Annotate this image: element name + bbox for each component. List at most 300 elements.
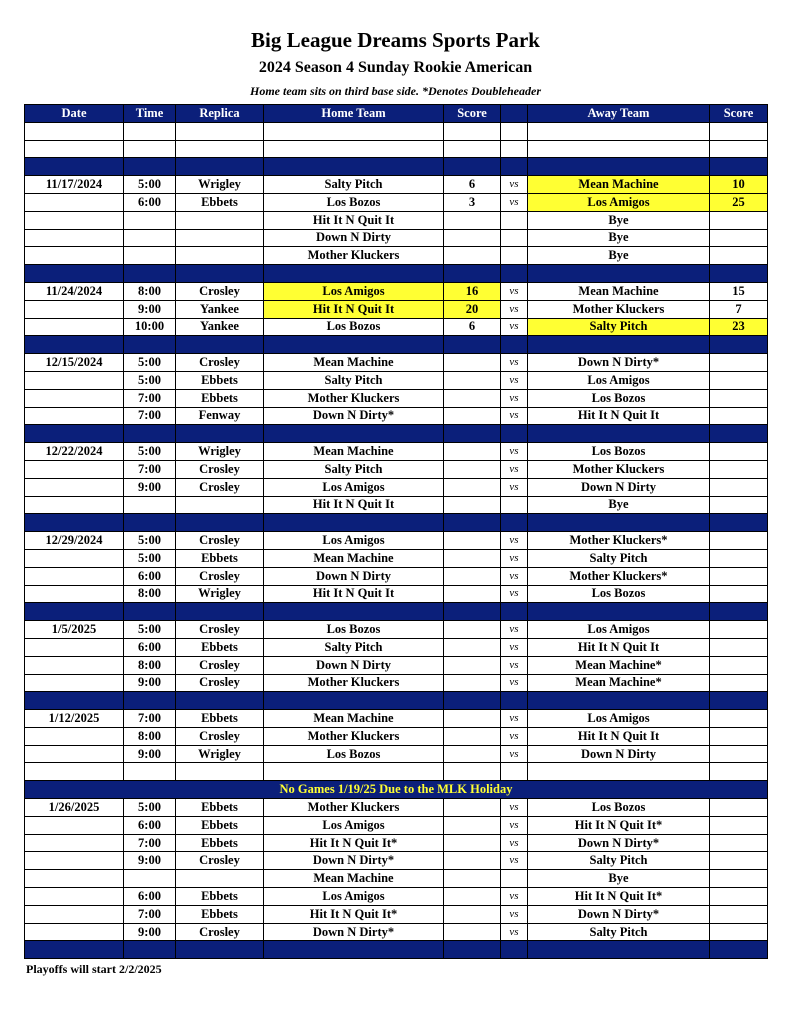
separator-cell [444, 692, 501, 710]
schedule-body [25, 122, 768, 958]
cell-away-team: Down N Dirty* [528, 354, 710, 372]
cell-away-score [710, 710, 768, 728]
blank-cell [264, 122, 444, 140]
cell-away-team: Bye [528, 496, 710, 514]
cell-away-score [710, 478, 768, 496]
cell-home-score [444, 354, 501, 372]
cell-away-score: 7 [710, 300, 768, 318]
cell-away-team: Salty Pitch [528, 852, 710, 870]
blank-cell [176, 122, 264, 140]
cell-replica: Crosley [176, 852, 264, 870]
cell-home-team: Mean Machine [264, 710, 444, 728]
game-row [25, 532, 768, 550]
cell-replica [176, 496, 264, 514]
cell-time [124, 496, 176, 514]
separator-cell [444, 425, 501, 443]
cell-date [25, 371, 124, 389]
cell-vs: vs [501, 905, 528, 923]
cell-vs: vs [501, 710, 528, 728]
cell-vs: vs [501, 816, 528, 834]
cell-away-score [710, 567, 768, 585]
cell-home-score [444, 567, 501, 585]
blank-cell [264, 763, 444, 781]
separator-cell [264, 336, 444, 354]
cell-home-score [444, 834, 501, 852]
cell-home-team: Hit It N Quit It* [264, 834, 444, 852]
cell-replica: Crosley [176, 532, 264, 550]
cell-date [25, 816, 124, 834]
cell-away-score [710, 905, 768, 923]
cell-home-team: Los Amigos [264, 816, 444, 834]
col-header-away-score: Score [710, 105, 768, 123]
cell-home-team: Salty Pitch [264, 176, 444, 194]
cell-replica: Ebbets [176, 710, 264, 728]
cell-home-team: Los Bozos [264, 193, 444, 211]
blank-cell [264, 140, 444, 158]
cell-away-team: Mean Machine* [528, 674, 710, 692]
game-row [25, 745, 768, 763]
separator-row [25, 692, 768, 710]
cell-date: 12/29/2024 [25, 532, 124, 550]
cell-away-team: Bye [528, 870, 710, 888]
cell-home-team: Mother Kluckers [264, 674, 444, 692]
separator-cell [501, 514, 528, 532]
game-row [25, 799, 768, 817]
cell-date [25, 247, 124, 265]
cell-vs [501, 247, 528, 265]
separator-cell [444, 941, 501, 959]
header-row [25, 105, 768, 123]
cell-replica [176, 870, 264, 888]
cell-vs: vs [501, 549, 528, 567]
cell-home-score [444, 478, 501, 496]
separator-cell [444, 514, 501, 532]
cell-date [25, 318, 124, 336]
cell-home-score [444, 460, 501, 478]
cell-away-score [710, 407, 768, 425]
cell-away-score [710, 443, 768, 461]
cell-replica: Ebbets [176, 834, 264, 852]
cell-vs: vs [501, 193, 528, 211]
cell-replica: Crosley [176, 674, 264, 692]
separator-cell [124, 336, 176, 354]
cell-away-team: Hit It N Quit It* [528, 816, 710, 834]
cell-home-score [444, 710, 501, 728]
separator-cell [176, 425, 264, 443]
blank-cell [501, 140, 528, 158]
separator-cell [264, 425, 444, 443]
cell-date [25, 496, 124, 514]
cell-vs: vs [501, 923, 528, 941]
game-row [25, 585, 768, 603]
cell-away-score [710, 532, 768, 550]
cell-date: 1/5/2025 [25, 621, 124, 639]
separator-cell [444, 603, 501, 621]
col-header-replica: Replica [176, 105, 264, 123]
blank-cell [124, 763, 176, 781]
separator-cell [25, 158, 124, 176]
cell-vs: vs [501, 727, 528, 745]
cell-date [25, 300, 124, 318]
cell-time: 7:00 [124, 460, 176, 478]
game-row [25, 211, 768, 229]
cell-away-team: Down N Dirty [528, 478, 710, 496]
separator-row [25, 941, 768, 959]
cell-replica: Wrigley [176, 585, 264, 603]
separator-row [25, 514, 768, 532]
cell-time: 6:00 [124, 567, 176, 585]
cell-vs: vs [501, 656, 528, 674]
separator-cell [444, 336, 501, 354]
cell-away-team: Hit It N Quit It [528, 407, 710, 425]
cell-time: 9:00 [124, 478, 176, 496]
cell-replica: Crosley [176, 656, 264, 674]
cell-away-score [710, 745, 768, 763]
cell-vs: vs [501, 318, 528, 336]
cell-replica: Crosley [176, 460, 264, 478]
cell-home-score [444, 407, 501, 425]
cell-home-team: Los Bozos [264, 621, 444, 639]
cell-away-score: 25 [710, 193, 768, 211]
separator-cell [501, 692, 528, 710]
separator-cell [25, 265, 124, 283]
cell-vs: vs [501, 282, 528, 300]
game-row [25, 816, 768, 834]
game-row [25, 870, 768, 888]
cell-date [25, 834, 124, 852]
cell-away-score [710, 389, 768, 407]
cell-away-score [710, 816, 768, 834]
cell-replica: Crosley [176, 621, 264, 639]
col-header-home-score: Score [444, 105, 501, 123]
cell-time: 5:00 [124, 799, 176, 817]
cell-date [25, 870, 124, 888]
cell-vs: vs [501, 621, 528, 639]
cell-vs: vs [501, 638, 528, 656]
separator-cell [25, 425, 124, 443]
cell-replica [176, 247, 264, 265]
blank-cell [528, 122, 710, 140]
holiday-note-row [25, 781, 768, 799]
cell-away-score [710, 638, 768, 656]
cell-time: 5:00 [124, 532, 176, 550]
separator-row [25, 425, 768, 443]
cell-away-score [710, 888, 768, 906]
separator-cell [264, 603, 444, 621]
cell-home-score [444, 211, 501, 229]
cell-home-team: Hit It N Quit It [264, 300, 444, 318]
cell-vs: vs [501, 371, 528, 389]
cell-away-score [710, 585, 768, 603]
game-row [25, 389, 768, 407]
cell-replica: Crosley [176, 478, 264, 496]
cell-replica: Ebbets [176, 905, 264, 923]
cell-away-team: Los Bozos [528, 585, 710, 603]
separator-cell [528, 941, 710, 959]
cell-home-score: 6 [444, 318, 501, 336]
cell-away-team: Salty Pitch [528, 549, 710, 567]
separator-cell [528, 514, 710, 532]
cell-time: 9:00 [124, 923, 176, 941]
cell-date [25, 852, 124, 870]
blank-cell [444, 140, 501, 158]
cell-date [25, 656, 124, 674]
cell-vs: vs [501, 176, 528, 194]
cell-vs: vs [501, 852, 528, 870]
cell-time: 6:00 [124, 193, 176, 211]
cell-home-score [444, 870, 501, 888]
cell-time: 8:00 [124, 585, 176, 603]
cell-date [25, 389, 124, 407]
separator-cell [176, 158, 264, 176]
game-row [25, 229, 768, 247]
cell-vs: vs [501, 888, 528, 906]
col-header-home-team: Home Team [264, 105, 444, 123]
cell-date [25, 460, 124, 478]
cell-away-team: Los Bozos [528, 799, 710, 817]
cell-home-team: Los Amigos [264, 532, 444, 550]
separator-cell [25, 336, 124, 354]
game-row [25, 496, 768, 514]
col-header-away-team: Away Team [528, 105, 710, 123]
separator-cell [124, 158, 176, 176]
cell-home-score [444, 532, 501, 550]
cell-away-team: Down N Dirty* [528, 834, 710, 852]
cell-date [25, 923, 124, 941]
cell-away-score [710, 621, 768, 639]
game-row [25, 710, 768, 728]
separator-row [25, 158, 768, 176]
cell-time: 5:00 [124, 354, 176, 372]
game-row [25, 656, 768, 674]
cell-vs [501, 211, 528, 229]
separator-cell [501, 603, 528, 621]
cell-vs: vs [501, 532, 528, 550]
cell-away-team: Mother Kluckers* [528, 532, 710, 550]
cell-vs: vs [501, 478, 528, 496]
cell-home-team: Los Amigos [264, 478, 444, 496]
cell-vs: vs [501, 389, 528, 407]
cell-home-team: Hit It N Quit It* [264, 905, 444, 923]
cell-vs: vs [501, 460, 528, 478]
cell-vs: vs [501, 674, 528, 692]
game-row [25, 567, 768, 585]
cell-time [124, 211, 176, 229]
cell-time: 5:00 [124, 176, 176, 194]
cell-replica: Wrigley [176, 745, 264, 763]
col-header-date: Date [25, 105, 124, 123]
cell-vs: vs [501, 407, 528, 425]
cell-home-team: Los Bozos [264, 745, 444, 763]
separator-cell [710, 336, 768, 354]
blank-cell [710, 763, 768, 781]
page-note: Home team sits on third base side. *Denotes Doubleheader [250, 84, 541, 98]
separator-cell [710, 158, 768, 176]
cell-vs [501, 496, 528, 514]
cell-date [25, 229, 124, 247]
cell-vs: vs [501, 443, 528, 461]
separator-cell [501, 265, 528, 283]
cell-vs [501, 229, 528, 247]
cell-replica: Crosley [176, 923, 264, 941]
game-row [25, 443, 768, 461]
cell-away-score [710, 870, 768, 888]
page-subtitle: 2024 Season 4 Sunday Rookie American [258, 59, 533, 76]
cell-replica: Ebbets [176, 193, 264, 211]
cell-date: 11/24/2024 [25, 282, 124, 300]
cell-home-score [444, 638, 501, 656]
cell-date [25, 638, 124, 656]
cell-away-score [710, 496, 768, 514]
cell-away-team: Bye [528, 211, 710, 229]
cell-replica: Yankee [176, 318, 264, 336]
separator-cell [176, 336, 264, 354]
cell-time: 6:00 [124, 888, 176, 906]
cell-away-score [710, 229, 768, 247]
cell-home-score: 3 [444, 193, 501, 211]
cell-time: 6:00 [124, 638, 176, 656]
cell-home-team: Salty Pitch [264, 460, 444, 478]
cell-home-team: Mother Kluckers [264, 247, 444, 265]
separator-row [25, 336, 768, 354]
cell-time: 5:00 [124, 371, 176, 389]
cell-away-team: Salty Pitch [528, 923, 710, 941]
cell-home-team: Hit It N Quit It [264, 585, 444, 603]
cell-home-team: Mean Machine [264, 549, 444, 567]
cell-time: 5:00 [124, 443, 176, 461]
cell-away-score [710, 354, 768, 372]
separator-cell [25, 514, 124, 532]
blank-cell [444, 122, 501, 140]
cell-replica: Ebbets [176, 549, 264, 567]
cell-away-score [710, 371, 768, 389]
cell-away-team: Los Amigos [528, 621, 710, 639]
blank-cell [25, 763, 124, 781]
separator-cell [501, 158, 528, 176]
cell-date [25, 745, 124, 763]
cell-date: 12/15/2024 [25, 354, 124, 372]
footer-note: Playoffs will start 2/2/2025 [26, 962, 162, 976]
cell-away-score [710, 799, 768, 817]
cell-time [124, 229, 176, 247]
game-row [25, 923, 768, 941]
game-row [25, 247, 768, 265]
blank-cell [25, 140, 124, 158]
cell-date: 1/26/2025 [25, 799, 124, 817]
game-row [25, 621, 768, 639]
cell-home-score [444, 852, 501, 870]
cell-away-score: 15 [710, 282, 768, 300]
cell-home-team: Los Amigos [264, 888, 444, 906]
cell-time [124, 247, 176, 265]
cell-home-team: Down N Dirty [264, 656, 444, 674]
cell-away-score [710, 549, 768, 567]
cell-away-score: 23 [710, 318, 768, 336]
cell-home-team: Mean Machine [264, 354, 444, 372]
col-header-time: Time [124, 105, 176, 123]
cell-away-team: Mean Machine [528, 282, 710, 300]
game-row [25, 905, 768, 923]
cell-away-team: Down N Dirty [528, 745, 710, 763]
cell-home-team: Mother Kluckers [264, 727, 444, 745]
cell-home-team: Los Amigos [264, 282, 444, 300]
cell-time: 7:00 [124, 905, 176, 923]
holiday-note: No Games 1/19/25 Due to the MLK Holiday [25, 781, 768, 799]
separator-cell [710, 514, 768, 532]
cell-replica: Ebbets [176, 389, 264, 407]
cell-home-team: Hit It N Quit It [264, 496, 444, 514]
separator-cell [710, 603, 768, 621]
separator-cell [264, 158, 444, 176]
game-row [25, 478, 768, 496]
separator-cell [176, 603, 264, 621]
cell-date: 12/22/2024 [25, 443, 124, 461]
cell-replica: Yankee [176, 300, 264, 318]
cell-home-score [444, 656, 501, 674]
cell-home-score: 16 [444, 282, 501, 300]
separator-cell [124, 941, 176, 959]
game-row [25, 407, 768, 425]
cell-time: 5:00 [124, 621, 176, 639]
cell-away-team: Bye [528, 247, 710, 265]
game-row [25, 371, 768, 389]
cell-replica: Ebbets [176, 799, 264, 817]
cell-away-score [710, 656, 768, 674]
blank-cell [124, 122, 176, 140]
separator-cell [444, 158, 501, 176]
separator-cell [528, 425, 710, 443]
separator-cell [124, 603, 176, 621]
cell-home-score [444, 621, 501, 639]
cell-replica [176, 211, 264, 229]
separator-cell [176, 514, 264, 532]
cell-home-team: Mother Kluckers [264, 799, 444, 817]
cell-home-team: Salty Pitch [264, 371, 444, 389]
separator-cell [710, 265, 768, 283]
game-row [25, 834, 768, 852]
cell-replica: Wrigley [176, 443, 264, 461]
cell-time: 8:00 [124, 282, 176, 300]
separator-cell [25, 692, 124, 710]
cell-away-score: 10 [710, 176, 768, 194]
game-row [25, 727, 768, 745]
separator-cell [264, 941, 444, 959]
cell-date: 11/17/2024 [25, 176, 124, 194]
cell-home-score [444, 816, 501, 834]
cell-vs [501, 870, 528, 888]
cell-away-score [710, 727, 768, 745]
separator-cell [528, 336, 710, 354]
cell-vs: vs [501, 745, 528, 763]
cell-away-team: Mother Kluckers* [528, 567, 710, 585]
cell-vs: vs [501, 567, 528, 585]
blank-cell [176, 140, 264, 158]
game-row [25, 282, 768, 300]
cell-home-team: Down N Dirty [264, 229, 444, 247]
cell-vs: vs [501, 300, 528, 318]
cell-away-team: Los Bozos [528, 389, 710, 407]
separator-cell [710, 425, 768, 443]
blank-cell [710, 122, 768, 140]
cell-away-team: Los Amigos [528, 371, 710, 389]
separator-cell [710, 941, 768, 959]
separator-cell [528, 158, 710, 176]
cell-time: 9:00 [124, 852, 176, 870]
separator-cell [444, 265, 501, 283]
cell-away-team: Hit It N Quit It [528, 638, 710, 656]
blank-row [25, 140, 768, 158]
cell-date [25, 888, 124, 906]
